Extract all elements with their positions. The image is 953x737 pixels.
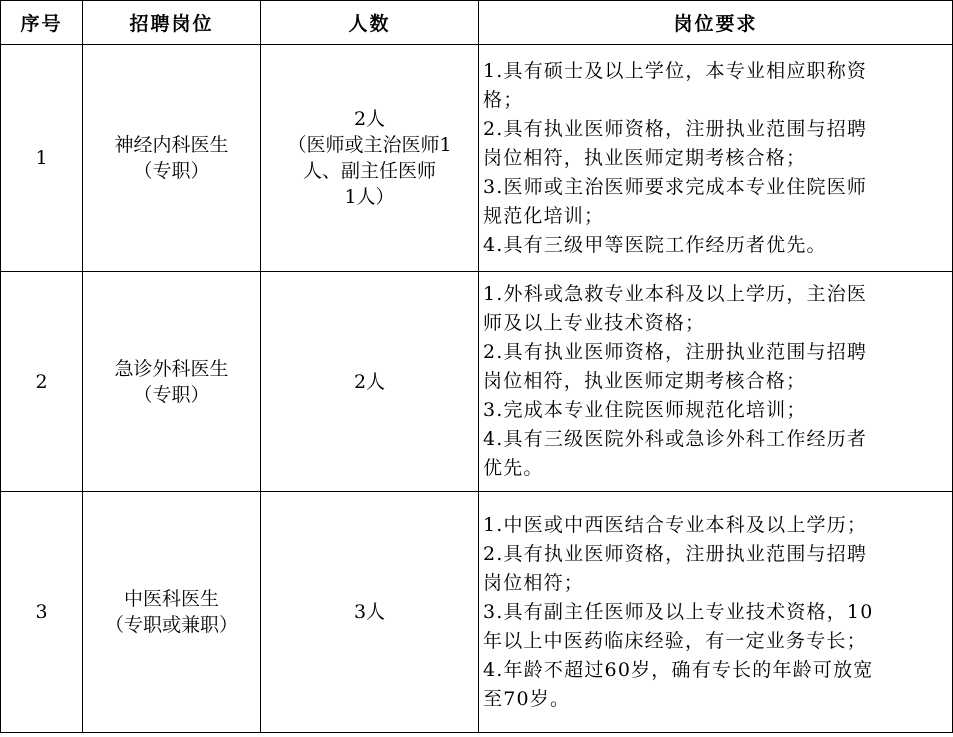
table-row [1,272,953,492]
position-name: 神经内科医生 [114,134,229,156]
seq-cell: 1 [1,45,83,272]
seq-cell: 2 [1,272,83,492]
table-row [1,492,953,733]
position-name: 急诊外科医生 [114,357,229,380]
requirements-cell [479,45,953,272]
position-cell [83,45,261,272]
requirement-line: 3.完成本专业住院医师规范化培训； [483,399,807,421]
count-line: （医师或主治医师1 [287,134,452,156]
requirement-line: 4.年龄不超过60岁，确有专长的年龄可放宽 [483,658,874,681]
header-requirements: 岗位要求 [479,1,953,45]
requirement-line: 1.外科或急救专业本科及以上学历，主治医 [483,283,868,305]
requirement-line: 师及以上专业技术资格； [483,312,706,334]
count-line: 人、副主任医师 [302,160,436,182]
requirement-line: 3.医师或主治医师要求完成本专业住院医师 [483,175,868,198]
requirement-line: 规范化培训； [483,204,605,227]
header-count: 人数 [261,1,479,45]
requirements-cell [479,492,953,733]
count-cell [261,492,479,733]
requirements-cell [479,272,953,492]
position-name: 中医科医生 [123,588,219,610]
requirement-line: 岗位相符，执业医师定期考核合格； [483,146,807,169]
header-row [1,1,953,45]
requirement-line: 3.具有副主任医师及以上专业技术资格，10 [483,600,874,623]
position-cell [83,492,261,733]
count-line: 2人 [353,370,386,393]
header-position: 招聘岗位 [83,1,261,45]
seq-cell: 3 [1,492,83,733]
requirement-line: 年以上中医药临床经验，有一定业务专长； [483,629,867,652]
header-seq: 序号 [1,1,83,45]
position-type: （专职） [133,160,210,182]
position-type: （专职或兼职） [104,614,238,636]
requirement-line: 2.具有执业医师资格，注册执业范围与招聘 [483,542,868,565]
requirement-line: 至70岁。 [483,687,571,710]
count-cell [261,45,479,272]
position-cell [83,272,261,492]
count-line: 3人 [353,601,386,623]
requirement-line: 2.具有执业医师资格，注册执业范围与招聘 [483,341,868,363]
requirement-line: 4.具有三级医院外科或急诊外科工作经历者 [483,428,868,450]
count-line: 2人 [353,108,386,130]
requirement-line: 4.具有三级甲等医院工作经历者优先。 [483,233,827,256]
count-cell [261,272,479,492]
requirement-line: 岗位相符； [483,571,585,594]
requirement-line: 优先。 [483,457,544,479]
table-row [1,45,953,272]
requirement-line: 岗位相符，执业医师定期考核合格； [483,370,807,392]
requirement-line: 2.具有执业医师资格，注册执业范围与招聘 [483,117,868,140]
position-type: （专职） [133,383,210,406]
requirement-line: 1.具有硕士及以上学位，本专业相应职称资 [483,59,868,82]
requirement-line: 格； [483,88,524,111]
requirement-line: 1.中医或中西医结合专业本科及以上学历； [483,513,868,536]
count-line: 1人） [344,186,395,208]
